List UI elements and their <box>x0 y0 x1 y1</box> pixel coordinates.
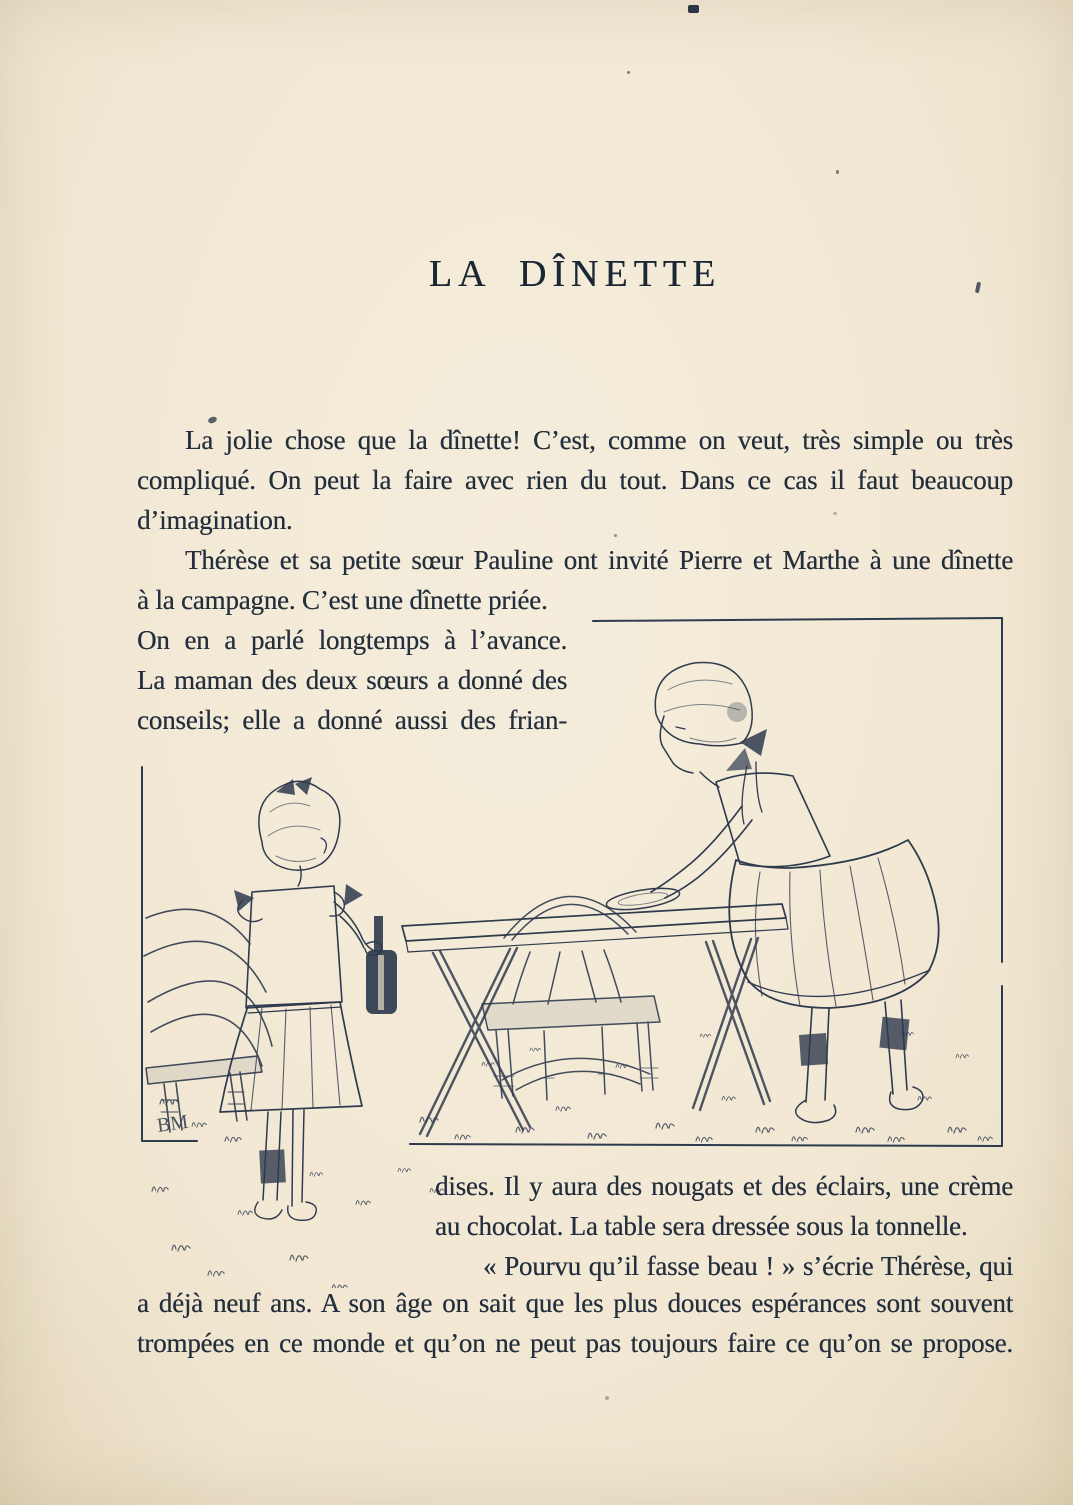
paragraph-right-column <box>435 1166 1013 1286</box>
illustration-frame <box>142 618 1002 1146</box>
paragraph-1 <box>137 420 1013 540</box>
paragraph-line: à la campagne. C’est une dînette priée. <box>137 585 548 615</box>
paragraph-line: La maman des deux sœurs a donné des <box>137 665 567 695</box>
wicker-chair-left <box>144 909 272 1132</box>
scan-speck <box>605 1396 609 1400</box>
paragraph-line: au chocolat. La table sera dressée sous la tonnelle. <box>435 1211 968 1241</box>
paragraph-line: d’imagination. <box>137 505 293 535</box>
scan-speck <box>688 5 699 13</box>
girl-pauline <box>220 777 397 1220</box>
page-title: LA DÎNETTE <box>428 253 722 295</box>
paragraph-line: « Pourvu qu’il fasse beau ! » s’écrie Thérèse, qui <box>483 1251 1013 1281</box>
paragraph-line: dises. Il y aura des nougats et des éclairs, une crème <box>435 1171 1013 1201</box>
paragraph-line: Thérèse et sa petite sœur Pauline ont invité Pierre et Marthe à une dînette <box>185 545 1013 575</box>
scan-speck <box>627 71 630 74</box>
paragraph-line: compliqué. On peut la faire avec rien du tout. Dans ce cas il faut beaucoup <box>137 465 1013 495</box>
paragraph-line: conseils; elle a donné aussi des frian- <box>137 705 567 735</box>
scan-speck <box>833 512 837 515</box>
artist-signature: BM <box>155 1110 190 1137</box>
paragraph-bottom <box>137 1283 1013 1363</box>
scan-speck <box>614 534 617 537</box>
paragraph-line: La jolie chose que la dînette! C’est, comme on veut, très simple ou très <box>185 425 1013 455</box>
paragraph-line: On en a parlé longtemps à l’avance. <box>137 625 567 655</box>
scan-speck <box>836 170 839 174</box>
paragraph-line: a déjà neuf ans. A son âge on sait que les plus douces espérances sont souvent <box>137 1288 1013 1318</box>
girl-therese <box>605 662 939 1122</box>
paragraph-line: trompées en ce monde et qu’on ne peut pas toujours faire ce qu’on se propose. <box>137 1328 1013 1358</box>
